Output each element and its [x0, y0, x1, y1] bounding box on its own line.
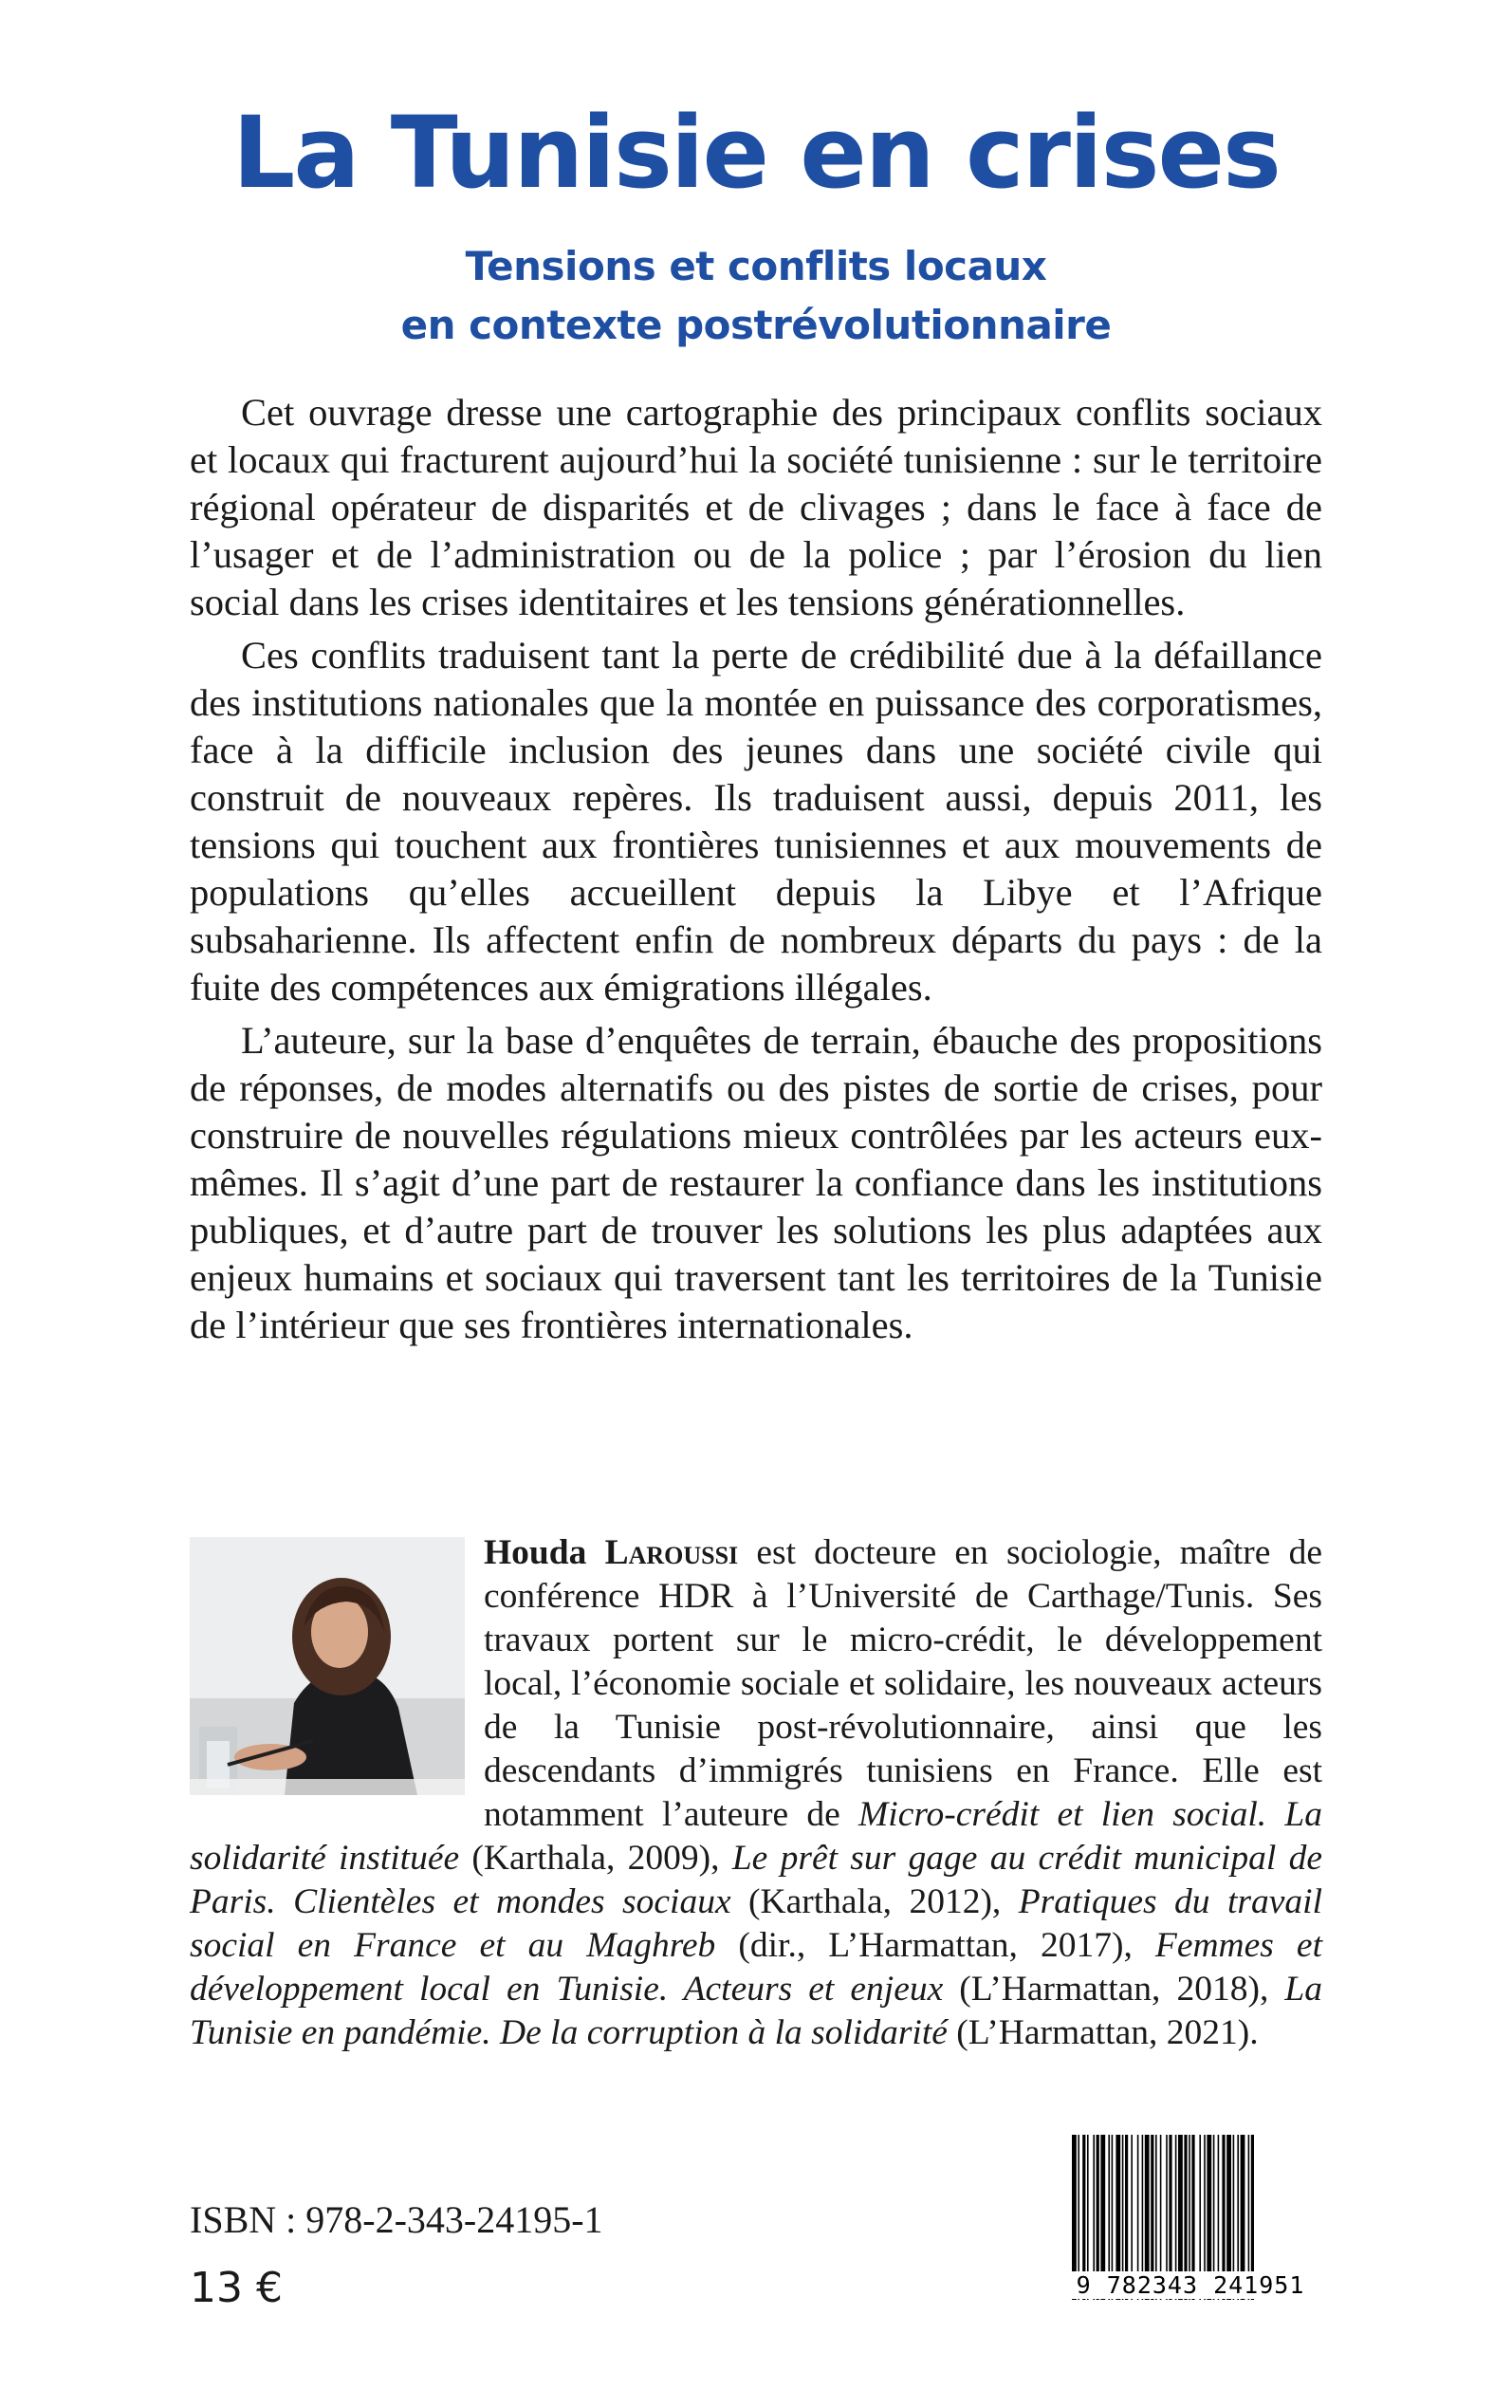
author-biography	[190, 1531, 1322, 2055]
book-title-4: Femmes et développement local en Tunisie. Acteurs et enjeux	[190, 1926, 1323, 2009]
book-title-5: La Tunisie en pandémie. De la corruption à la solidarité	[190, 1970, 1322, 2052]
book-title: La Tunisie en crises	[232, 95, 1280, 211]
price-label: 13 €	[190, 2264, 283, 2312]
barcode-digits: 9 782343 241951	[1053, 2271, 1328, 2299]
book-title-1: Micro-crédit et lien social. La solidarité instituée	[190, 1795, 1322, 1878]
bio-intro-text: est docteure en sociologie, maître de conférence HDR à l’Université de Carthage/Tunis. Ses travaux portent sur le micro-crédit, le développement local, l’économie sociale et solidaire, les nouveaux acteurs de la Tunisie post-révolutionnaire, ainsi que les descendants d’immigrés tunisiens en France. Elle est notamment l’auteure de	[484, 1533, 1322, 1834]
isbn-number: ISBN : 978-2-343-24195-1	[190, 2198, 603, 2241]
blurb-paragraph: L’auteure, sur la base d’enquêtes de terrain, ébauche des propositions de réponses, de modes alternatifs ou des pistes de sortie de crises, pour construire de nouvelles régulations mieux contrôlées par les acteurs eux-mêmes. Il s’agit d’une part de restaurer la confiance dans les institutions publiques, et d’autre part de trouver les solutions les plus adaptées aux enjeux humains et sociaux qui traversent tant les territoires de la Tunisie de l’intérieur que ses frontières internationales.	[190, 1019, 1322, 1346]
publication-info: (L’Harmattan, 2021).	[947, 2013, 1259, 2052]
photo-spacer	[190, 1531, 465, 1795]
book-title-3: Pratiques du travail social en France et au Maghreb	[190, 1882, 1322, 1965]
subtitle-line-1: Tensions et conflits locaux	[465, 243, 1047, 289]
publication-info: (Karthala, 2012),	[730, 1882, 1019, 1921]
book-title-2: Le prêt sur gage au crédit municipal de Paris. Clientèles et mondes sociaux	[190, 1839, 1322, 1921]
subtitle-line-2: en contexte postrévolutionnaire	[400, 302, 1112, 348]
publication-info: (Karthala, 2009),	[459, 1839, 732, 1878]
blurb-paragraph: Ces conflits traduisent tant la perte de crédibilité due à la défaillance des institutions nationales que la montée en puissance des corporatismes, face à la difficile inclusion des jeunes dans une société civile qui construit de nouveaux repères. Ils traduisent aussi, depuis 2011, les tensions qui touchent aux frontières tunisiennes et aux mouvements de populations qu’elles accueillent depuis la Libye et l’Afrique subsaharienne. Ils affectent enfin de nombreux départs du pays : de la fuite des compétences aux émigrations illégales.	[190, 634, 1322, 1009]
blurb-paragraph: Cet ouvrage dresse une cartographie des principaux conflits sociaux et locaux qui fracturent aujourd’hui la société tunisienne : sur le territoire régional opérateur de disparités et de clivages ; dans le face à face de l’usager et de l’administration ou de la police ; par l’érosion du lien social dans les crises identitaires et les tensions générationnelles.	[190, 391, 1322, 623]
publication-info: (dir., L’Harmattan, 2017),	[715, 1926, 1155, 1965]
book-subtitle	[0, 237, 1512, 355]
author-last-name: Laroussi	[604, 1533, 739, 1572]
back-cover-blurb	[190, 389, 1322, 1355]
author-first-name: Houda	[484, 1533, 587, 1572]
publication-info: (L’Harmattan, 2018),	[943, 1970, 1285, 2009]
